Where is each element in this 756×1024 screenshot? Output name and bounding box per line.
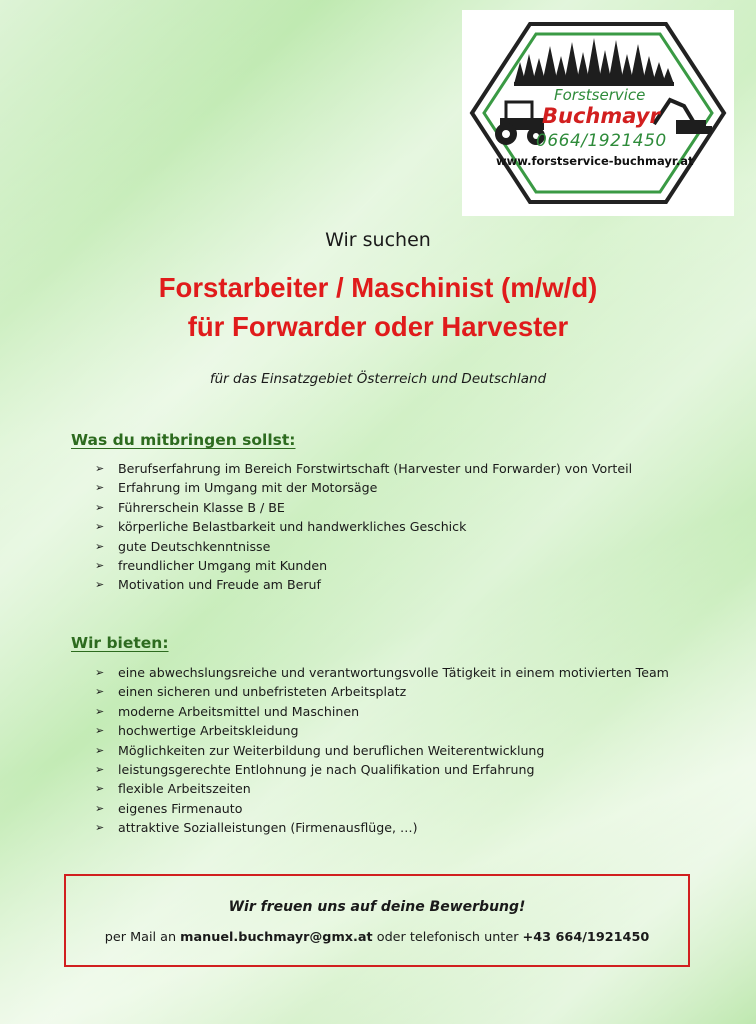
contact-phone[interactable]: +43 664/1921450 — [522, 930, 650, 945]
list-item: ➢ einen sicheren und unbefristeten Arbeitsplatz — [95, 682, 669, 701]
headline-line1: Forstarbeiter / Maschinist (m/w/d) — [158, 272, 598, 303]
list-item: ➢ hochwertige Arbeitskleidung — [95, 721, 669, 740]
headline-line2: für Forwarder oder Harvester — [187, 311, 569, 342]
requirements-title: Was du mitbringen sollst: — [71, 431, 296, 449]
list-item: ➢ attraktive Sozialleistungen (Firmenausflüge, …) — [95, 818, 669, 837]
list-item: ➢ moderne Arbeitsmittel und Maschinen — [95, 702, 669, 721]
contact-middle: oder telefonisch unter — [376, 930, 519, 945]
contact-prefix: per Mail an — [104, 930, 177, 945]
list-item: ➢ gute Deutschkenntnisse — [95, 537, 632, 556]
logo-brand-line1: Forstservice — [554, 86, 646, 104]
contact-line — [66, 930, 688, 945]
list-item: ➢ eigenes Firmenauto — [95, 799, 669, 818]
logo-phone: 0664/1921450 — [536, 131, 667, 151]
list-item: ➢ leistungsgerechte Entlohnung je nach Qualifikation und Erfahrung — [95, 760, 669, 779]
region-text: für das Einsatzgebiet Österreich und Deutschland — [209, 371, 547, 387]
requirements-list — [95, 459, 632, 595]
logo-brand-line2: Buchmayr — [542, 104, 660, 128]
list-item: ➢ Führerschein Klasse B / BE — [95, 498, 632, 517]
thanks-text: Wir freuen uns auf deine Bewerbung! — [228, 899, 526, 915]
list-item: ➢ eine abwechslungsreiche und verantwortungsvolle Tätigkeit in einem motivierten Team — [95, 663, 669, 682]
list-item: ➢ Erfahrung im Umgang mit der Motorsäge — [95, 478, 632, 497]
offer-title: Wir bieten: — [71, 634, 169, 652]
list-item: ➢ freundlicher Umgang mit Kunden — [95, 556, 632, 575]
list-item: ➢ Möglichkeiten zur Weiterbildung und beruflichen Weiterentwicklung — [95, 741, 669, 760]
contact-box — [64, 874, 690, 967]
logo-website: www.forstservice-buchmayr.at — [496, 154, 694, 168]
list-item: ➢ körperliche Belastbarkeit und handwerkliches Geschick — [95, 517, 632, 536]
list-item: ➢ Motivation und Freude am Beruf — [95, 575, 632, 594]
company-logo — [462, 10, 734, 216]
list-item: ➢ Berufserfahrung im Bereich Forstwirtschaft (Harvester und Forwarder) von Vorteil — [95, 459, 632, 478]
intro-text: Wir suchen — [325, 229, 431, 251]
contact-email[interactable]: manuel.buchmayr@gmx.at — [180, 930, 373, 945]
offer-list — [95, 663, 669, 838]
list-item: ➢ flexible Arbeitszeiten — [95, 779, 669, 798]
